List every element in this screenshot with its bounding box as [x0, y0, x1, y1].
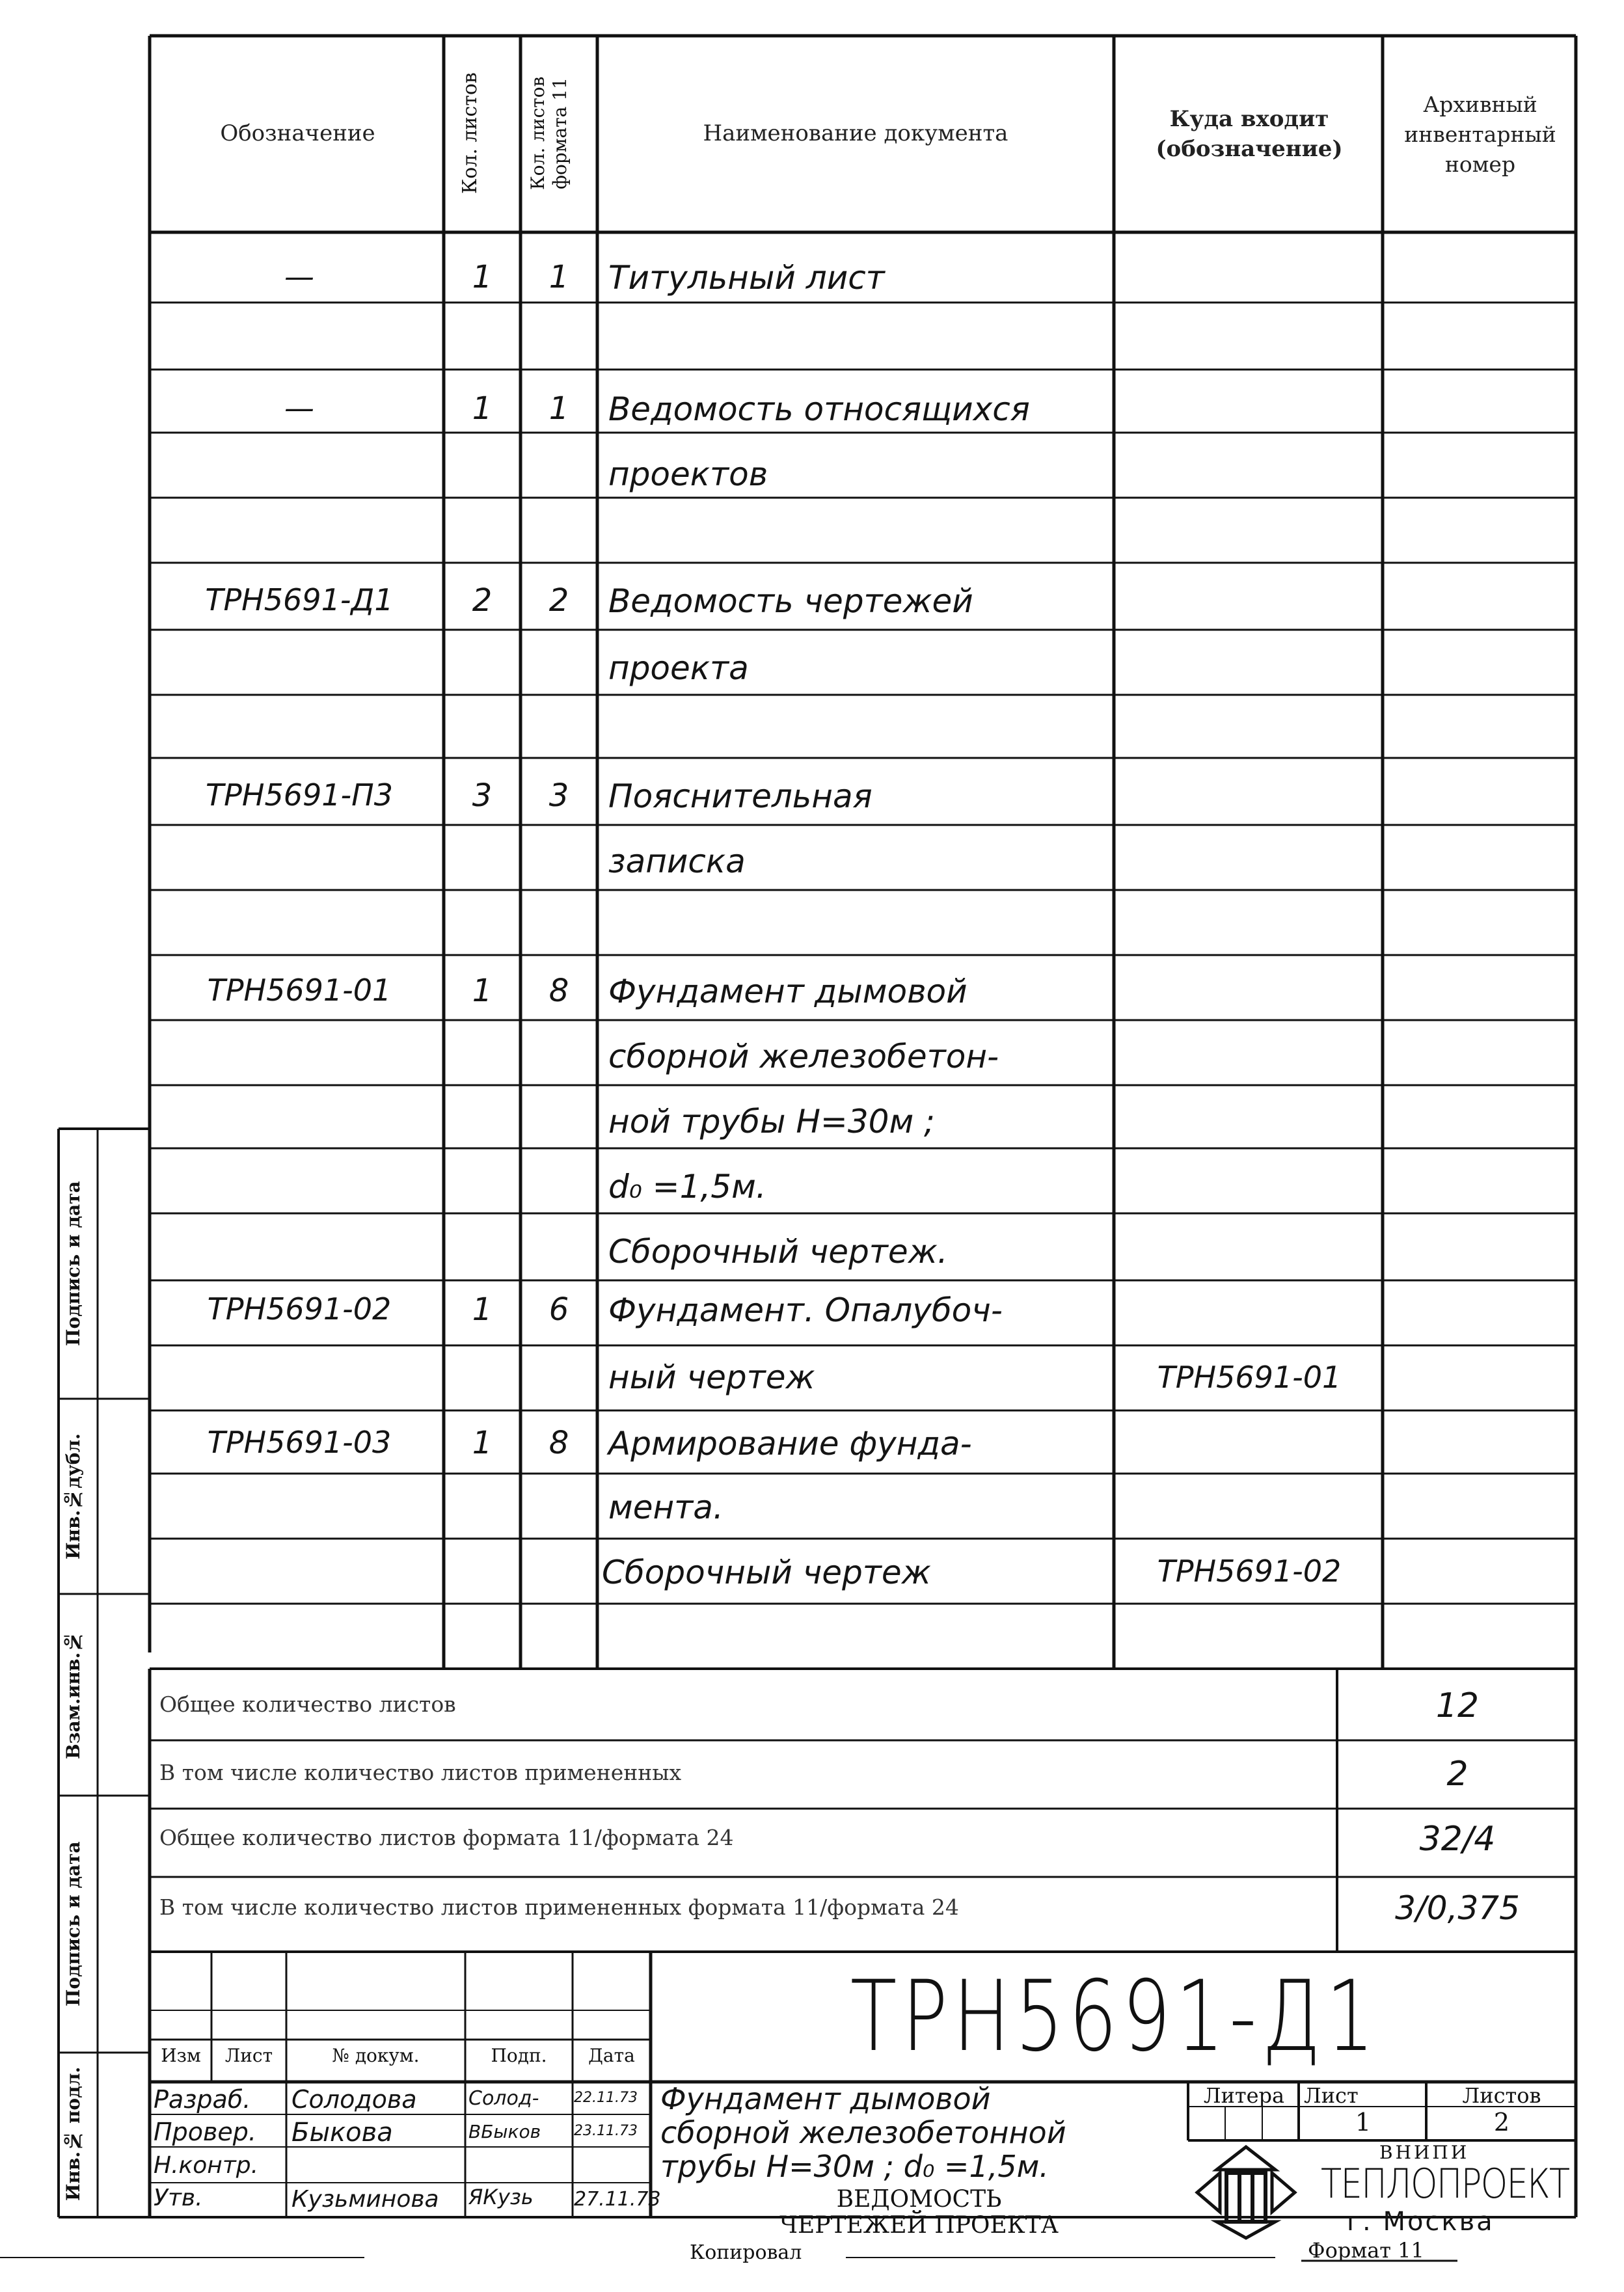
- row-sheets: 1: [472, 259, 493, 295]
- row-format-sheets: 6: [548, 1291, 569, 1328]
- sheet-label: Лист: [1304, 2083, 1359, 2108]
- row-name-line: ной трубы Н=30м ;: [608, 1103, 935, 1140]
- col-doc: № докум.: [332, 2045, 420, 2066]
- totals-label: В том числе количество листов примененных: [159, 1760, 682, 1785]
- totals-value: 2: [1446, 1755, 1468, 1794]
- person-role: Н.контр.: [154, 2152, 259, 2179]
- header-archive-no: Архивный инвентарный номер: [1404, 92, 1556, 177]
- org-name: ТЕПЛОПРОЕКТ: [1321, 2160, 1569, 2207]
- row-where-used: ТРН5691-01: [1157, 1360, 1342, 1395]
- header-where-used: Куда входит (обозначение): [1156, 106, 1343, 162]
- totals-value: 32/4: [1419, 1820, 1496, 1859]
- person-date: 22.11.73: [574, 2090, 638, 2106]
- org-city: г. Москва: [1347, 2207, 1495, 2237]
- header-designation: Обозначение: [220, 120, 375, 146]
- person-signature: ВБыков: [468, 2121, 541, 2142]
- row-designation: ТРН5691-01: [207, 973, 392, 1008]
- object-line: сборной железобетонной: [660, 2115, 1066, 2150]
- totals-label: Общее количество листов формата 11/формата 24: [159, 1825, 734, 1850]
- row-name-line: мента.: [608, 1489, 724, 1526]
- row-name-line: проектов: [608, 455, 768, 493]
- sheet-value: 1: [1355, 2108, 1372, 2137]
- person-name: Солодова: [291, 2085, 417, 2114]
- object-line: трубы Н=30м ; d₀ =1,5м.: [660, 2149, 1049, 2184]
- row-designation: ТРН5691-Д1: [205, 582, 394, 617]
- project-code: ТРН5691-Д1: [850, 1960, 1380, 2073]
- header-sheets-format: Кол. листов формата 11: [527, 76, 571, 191]
- org-small-name: ВНИПИ: [1379, 2142, 1470, 2163]
- row-designation: —: [284, 259, 314, 294]
- format-label: Формат 11: [1308, 2238, 1424, 2263]
- sheets-value: 2: [1493, 2108, 1510, 2137]
- row-sheets: 1: [472, 973, 493, 1009]
- doc-title-line: ВЕДОМОСТЬ: [836, 2186, 1002, 2213]
- sheets-label: Листов: [1462, 2083, 1541, 2108]
- row-name-line: Фундамент. Опалубоч-: [608, 1291, 1003, 1329]
- row-sheets: 1: [472, 1425, 493, 1461]
- col-sign: Подп.: [491, 2045, 547, 2066]
- row-sheets: 1: [472, 390, 493, 427]
- person-role: Разраб.: [154, 2085, 251, 2114]
- row-designation: —: [284, 390, 314, 425]
- side-stamp-field: Инв.№ подл.: [62, 2066, 84, 2202]
- person-date: 27.11.73: [574, 2188, 661, 2211]
- doc-title-line: ЧЕРТЕЖЕЙ ПРОЕКТА: [779, 2212, 1059, 2239]
- side-stamp-field: Инв.№дубл.: [62, 1433, 84, 1559]
- person-signature: Солод-: [468, 2087, 539, 2110]
- row-designation: ТРН5691-03: [207, 1425, 392, 1460]
- row-format-sheets: 3: [548, 777, 569, 814]
- row-name-line: Сборочный чертеж: [602, 1554, 931, 1591]
- row-format-sheets: 2: [548, 582, 569, 619]
- row-name-line: проекта: [608, 649, 749, 687]
- row-format-sheets: 1: [548, 259, 569, 295]
- side-stamp-field: Подпись и дата: [62, 1841, 84, 2007]
- person-role: Утв.: [154, 2185, 203, 2211]
- col-izm: Изм: [161, 2045, 201, 2066]
- row-name-line: Ведомость чертежей: [608, 582, 973, 620]
- copied-label: Копировал: [690, 2241, 802, 2264]
- person-name: Быкова: [291, 2118, 393, 2148]
- totals-value: 12: [1435, 1686, 1480, 1725]
- row-name-line: записка: [608, 843, 746, 880]
- person-role: Провер.: [154, 2118, 256, 2146]
- row-name-line: Армирование фунда-: [608, 1425, 972, 1463]
- col-date: Дата: [588, 2045, 635, 2066]
- row-designation: ТРН5691-02: [207, 1291, 392, 1327]
- side-stamp-field: Подпись и дата: [62, 1181, 84, 1347]
- row-name-line: сборной железобетон-: [608, 1038, 999, 1075]
- teploproekt-logo-icon: [1191, 2144, 1301, 2241]
- header-doc-name: Наименование документа: [703, 120, 1008, 146]
- totals-label: Общее количество листов: [159, 1692, 456, 1717]
- person-signature: ЯКузь: [468, 2185, 534, 2209]
- col-list: Лист: [224, 2045, 273, 2066]
- row-name-line: Фундамент дымовой: [608, 973, 968, 1010]
- row-sheets: 2: [472, 582, 493, 619]
- row-format-sheets: 8: [548, 973, 569, 1009]
- row-name-line: ный чертеж: [608, 1358, 815, 1396]
- person-name: Кузьминова: [291, 2186, 439, 2213]
- row-format-sheets: 1: [548, 390, 569, 427]
- row-name-line: d₀ =1,5м.: [608, 1168, 766, 1206]
- row-name-line: Титульный лист: [608, 259, 885, 297]
- totals-label: В том числе количество листов примененных формата 11/формата 24: [159, 1894, 959, 1920]
- row-name-line: Сборочный чертеж.: [608, 1233, 948, 1271]
- person-date: 23.11.73: [574, 2123, 638, 2139]
- totals-value: 3/0,375: [1395, 1889, 1520, 1927]
- row-designation: ТРН5691-П3: [206, 777, 393, 813]
- row-sheets: 1: [472, 1291, 493, 1328]
- litera-label: Литера: [1203, 2083, 1285, 2108]
- header-sheets-count: Кол. листов: [459, 72, 481, 195]
- side-stamp-field: Взам.инв.№: [62, 1630, 84, 1759]
- row-where-used: ТРН5691-02: [1157, 1554, 1342, 1589]
- row-name-line: Пояснительная: [608, 777, 873, 815]
- row-sheets: 3: [472, 777, 493, 814]
- row-name-line: Ведомость относящихся: [608, 390, 1030, 428]
- object-line: Фундамент дымовой: [660, 2081, 991, 2116]
- row-format-sheets: 8: [548, 1425, 569, 1461]
